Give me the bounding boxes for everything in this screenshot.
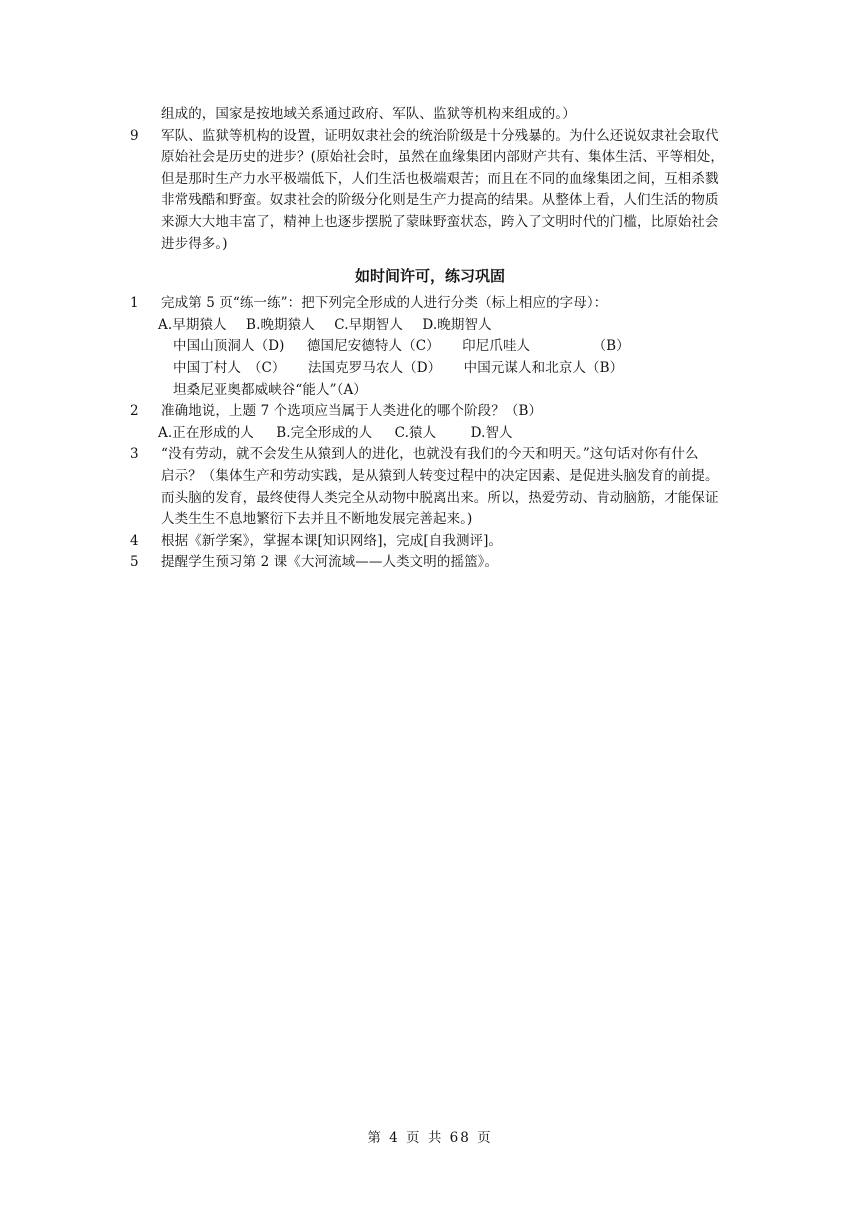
exercise-text: 准确地说，上题 7 个选项应当属于人类进化的哪个阶段？（B） xyxy=(161,403,543,420)
item-line: “没有劳动，就不会发生从猿到人的进化，也就没有我们的今天和明天。”这句话对你有什么 xyxy=(161,446,699,463)
option-d: D.晚期智人 xyxy=(422,316,492,333)
option-b: B.完全形成的人 xyxy=(276,424,373,441)
item-line: 军队、监狱等机构的设置，证明奴隶社会的统治阶级是十分残暴的。为什么还说奴隶社会取代 xyxy=(161,127,719,144)
example-item: 中国山顶洞人（D) xyxy=(173,338,285,355)
example-item: 中国元谋人和北京人（B） xyxy=(463,359,624,376)
exercise-text: 根据《新学案》，掌握本课[知识网络]，完成[自我测评]。 xyxy=(161,532,503,549)
item-line: 人类生生不息地繁衍下去并且不断地发展完善起来。) xyxy=(161,511,473,528)
example-answer: （B） xyxy=(592,338,630,355)
example-item: 德国尼安德特人（C） xyxy=(306,338,440,355)
item-line: 进步得多。) xyxy=(161,235,228,252)
exercise-text: 提醒学生预习第 2 课《大河流域——人类文明的摇篮》。 xyxy=(161,554,499,571)
item-number: 2 xyxy=(130,403,139,420)
examples-row-1 xyxy=(130,336,730,358)
exercise-item-1 xyxy=(130,293,730,315)
example-item: 法国克罗马农人（D） xyxy=(307,359,442,376)
options-row xyxy=(130,423,730,445)
option-a: A.早期猿人 xyxy=(158,316,227,333)
item-line: 启示？（集体生产和劳动实践，是从猿到人转变过程中的决定因素、是促进头脑发育的前提。 xyxy=(161,467,719,484)
item-line: 非常残酷和野蛮。奴隶社会的阶级分化则是生产力提高的结果。从整体上看，人们生活的物质 xyxy=(161,192,719,209)
list-item-9 xyxy=(130,126,730,256)
exercise-item-5 xyxy=(130,552,730,574)
exercise-item-3 xyxy=(130,444,730,530)
item-number: 3 xyxy=(130,446,139,463)
item-line: 而头脑的发育，最终使得人类完全从动物中脱离出来。所以，热爱劳动、肯动脑筋，才能保证 xyxy=(161,489,719,506)
item-number: 4 xyxy=(130,532,139,549)
option-d: D.智人 xyxy=(470,424,513,441)
examples-row-3: 坦桑尼亚奥都威峡谷“能人”（A） xyxy=(173,381,367,398)
exercise-text: 完成第 5 页“练一练”：把下列完全形成的人进行分类（标上相应的字母）： xyxy=(161,295,608,312)
continued-paragraph: 组成的，国家是按地域关系通过政府、军队、监狱等机构来组成的。） xyxy=(161,106,576,122)
example-item: 印尼爪哇人 xyxy=(462,338,531,355)
option-b: B.晚期猿人 xyxy=(246,316,315,333)
options-row xyxy=(130,315,730,337)
option-c: C.早期智人 xyxy=(334,316,404,333)
page-footer: 第 4 页 共 68 页 xyxy=(367,1130,493,1146)
page-content xyxy=(130,104,730,574)
exercise-item-4 xyxy=(130,531,730,553)
item-line: 来源大大地丰富了，精神上也逐步摆脱了蒙昧野蛮状态，跨入了文明时代的门槛，比原始社会 xyxy=(161,213,719,230)
option-a: A.正在形成的人 xyxy=(158,424,254,441)
option-c: C.猿人 xyxy=(394,424,437,441)
example-item: 中国丁村人 （C） xyxy=(173,359,286,376)
exercise-item-2 xyxy=(130,401,730,423)
item-line: 原始社会是历史的进步？(原始社会时，虽然在血缘集团内部财产共有、集体生活、平等相处， xyxy=(161,149,724,166)
item-number: 9 xyxy=(130,127,139,144)
section-heading: 如时间许可，练习巩固 xyxy=(354,267,505,286)
examples-row-2 xyxy=(130,358,730,380)
item-number: 5 xyxy=(130,554,139,571)
item-number: 1 xyxy=(130,295,139,312)
item-line: 但是那时生产力水平极端低下，人们生活也极端艰苦；而且在不同的血缘集团之间，互相杀戮 xyxy=(161,170,719,187)
